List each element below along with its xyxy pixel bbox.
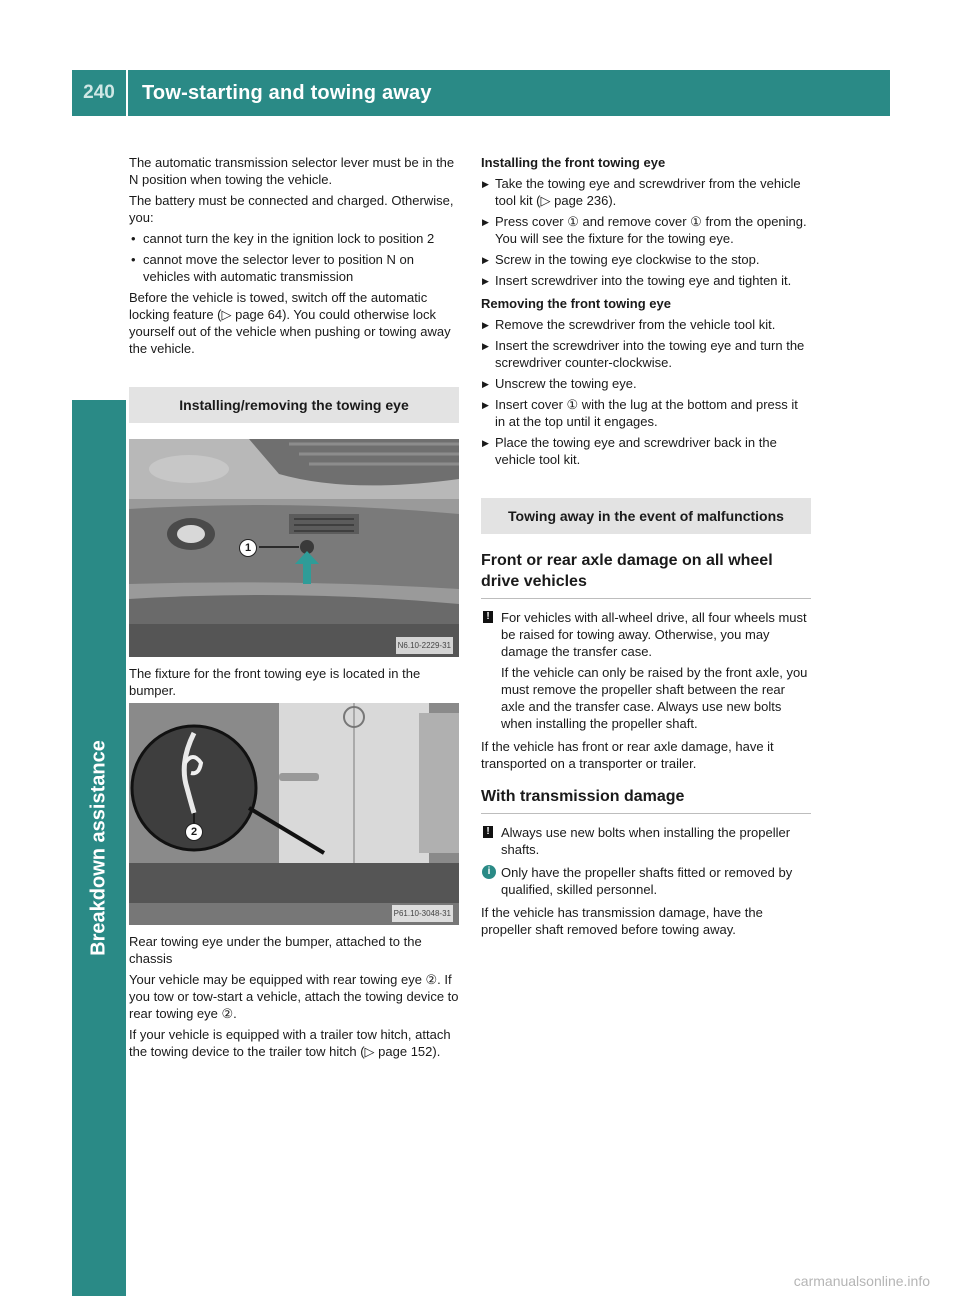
step-text: Press cover ① and remove cover ① from the opening. [495,214,807,229]
step-item [481,213,811,247]
subhead-removing: Removing the front towing eye [481,296,671,311]
caption-rear-eye: Rear towing eye under the bumper, attached to the chassis [129,934,422,966]
subhead-installing: Installing the front towing eye [481,155,666,170]
warning-text: If the vehicle can only be raised by the front axle, you must remove the propeller shaft between the rear axle and the transfer case. Always use new bolts when installing the propeller shaft. [501,665,808,731]
step-item: ▶ Remove the screwdriver from the vehicle tool kit. [481,316,811,333]
chapter-side-tab [72,400,126,1296]
warning-square-icon: ! [483,611,493,623]
warning-text: Always use new bolts when installing the propeller shafts. [501,825,791,857]
warning-text: For vehicles with all-wheel drive, all four wheels must be raised for towing away. Otherwise, you may damage the transfer case. [501,610,807,659]
rear-van-illustration [129,703,459,925]
section-title-towing-eye: Installing/removing the towing eye [129,387,459,423]
page-title: Tow-starting and towing away [142,81,432,104]
image-code: N6.10-2229-31 [396,637,453,654]
bullet-item: • cannot move the selector lever to position N on vehicles with automatic transmission [129,251,459,285]
callout-2: 2 [185,823,203,841]
paragraph-transmission-damage: If the vehicle has transmission damage, have the propeller shaft removed before towing away. [481,905,763,937]
warning-square-icon: ! [483,826,493,838]
step-item: ▶ Unscrew the towing eye. [481,375,811,392]
chapter-label: Breakdown assistance [87,740,110,956]
info-note [481,864,811,898]
paragraph-locking: Before the vehicle is towed, switch off the automatic locking feature (▷ page 64). You could otherwise lock yourself out of the vehicle when pushing or towing away the vehicle. [129,290,451,356]
page-header [72,70,890,116]
paragraph-selector-lever: The automatic transmission selector lever must be in the N position when towing the vehicle. [129,155,455,187]
step-item: ▶ Place the towing eye and screwdriver back in the vehicle tool kit. [481,434,811,468]
paragraph-battery: The battery must be connected and charged. Otherwise, you: [129,193,454,225]
left-column [129,154,459,1064]
page-number: 240 [83,82,115,103]
info-circle-icon: i [482,865,496,879]
image-code: P61.10-3048-31 [392,905,453,922]
heading-axle-damage: Front or rear axle damage on all wheel drive vehicles [481,550,811,599]
info-text: Only have the propeller shafts fitted or removed by qualified, skilled personnel. [501,865,793,897]
watermark: carmanualsonline.info [793,1273,930,1289]
step-item: ▶ Screw in the towing eye clockwise to the stop. [481,251,811,268]
heading-transmission-damage: With transmission damage [481,786,811,814]
step-item: ▶ Insert the screwdriver into the towing eye and turn the screwdriver counter-clockwise. [481,337,811,371]
bullet-item: • cannot turn the key in the ignition lock to position 2 [129,230,459,247]
rear-chassis-photo [129,703,459,925]
step-result-note: You will see the fixture for the towing eye. [495,231,734,246]
step-item: ▶ Insert cover ① with the lug at the bottom and press it in at the top until it engages. [481,396,811,430]
paragraph-trailer-hitch: If your vehicle is equipped with a trailer tow hitch, attach the towing device to the trailer tow hitch (▷ page 152). [129,1027,451,1059]
warning-note [481,609,811,732]
section-title-malfunctions: Towing away in the event of malfunctions [481,498,811,534]
warning-note [481,824,811,858]
right-column [481,154,811,942]
front-bumper-photo [129,439,459,657]
step-item: ▶ Take the towing eye and screwdriver from the vehicle tool kit (▷ page 236). [481,175,811,209]
front-bumper-illustration [129,439,459,657]
step-item: ▶ Insert screwdriver into the towing eye and tighten it. [481,272,811,289]
paragraph-axle-damage: If the vehicle has front or rear axle damage, have it transported on a transporter or trailer. [481,739,774,771]
paragraph-rear-eye: Your vehicle may be equipped with rear towing eye ②. If you tow or tow-start a vehicle, attach the towing device to rear towing eye ②. [129,972,459,1021]
caption-front-fixture: The fixture for the front towing eye is located in the bumper. [129,666,421,698]
callout-1: 1 [239,539,257,557]
